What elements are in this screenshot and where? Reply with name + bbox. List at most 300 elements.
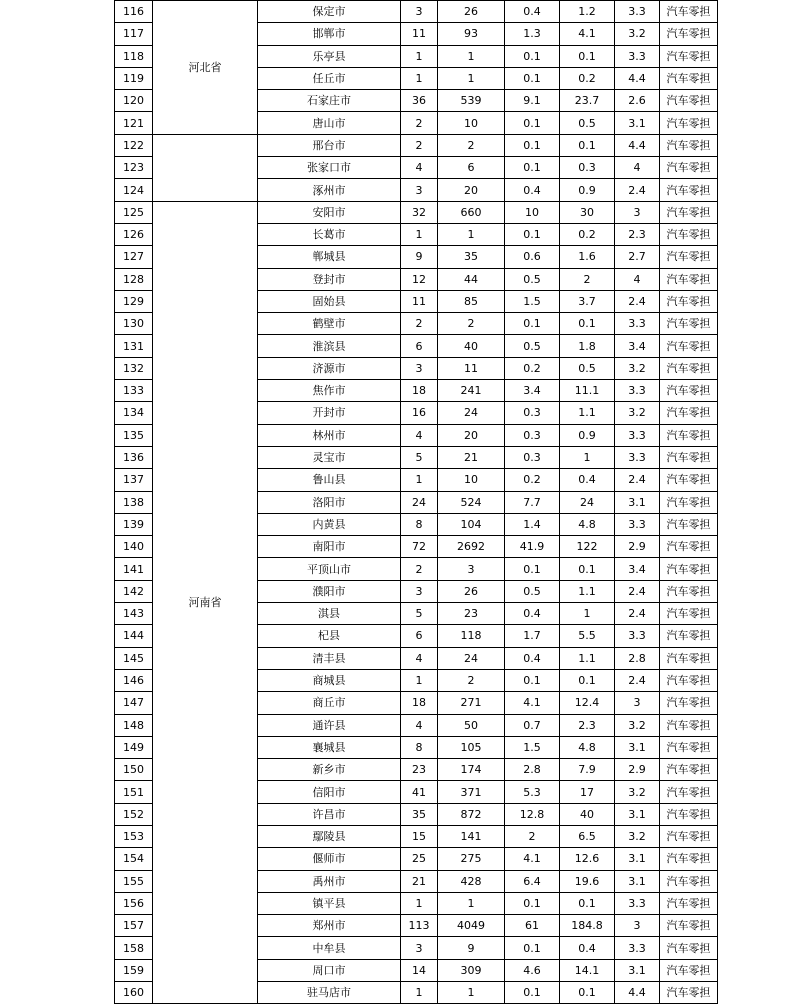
cell-count-b: 20 xyxy=(438,179,505,201)
cell-value-e: 3.2 xyxy=(615,825,660,847)
cell-value-c: 0.3 xyxy=(505,446,560,468)
cell-value-c: 0.5 xyxy=(505,268,560,290)
cell-count-a: 15 xyxy=(401,825,438,847)
cell-count-a: 3 xyxy=(401,357,438,379)
cell-count-a: 18 xyxy=(401,380,438,402)
cell-count-b: 24 xyxy=(438,402,505,424)
cell-count-b: 1 xyxy=(438,223,505,245)
cell-value-e: 4 xyxy=(615,268,660,290)
cell-city: 鹤壁市 xyxy=(258,313,401,335)
table-body xyxy=(115,1,718,1004)
cell-count-b: 118 xyxy=(438,625,505,647)
cell-value-e: 2.4 xyxy=(615,179,660,201)
cell-value-c: 5.3 xyxy=(505,781,560,803)
cell-freight-type: 汽车零担 xyxy=(660,268,718,290)
cell-freight-type: 汽车零担 xyxy=(660,290,718,312)
cell-count-a: 8 xyxy=(401,736,438,758)
cell-row-number: 159 xyxy=(115,959,153,981)
cell-city: 郸城县 xyxy=(258,246,401,268)
cell-count-a: 4 xyxy=(401,714,438,736)
cell-value-d: 5.5 xyxy=(560,625,615,647)
cell-row-number: 146 xyxy=(115,669,153,691)
cell-value-c: 0.5 xyxy=(505,580,560,602)
cell-value-c: 1.5 xyxy=(505,290,560,312)
cell-city: 平顶山市 xyxy=(258,558,401,580)
cell-value-d: 0.1 xyxy=(560,892,615,914)
cell-value-e: 3.3 xyxy=(615,1,660,23)
cell-city: 开封市 xyxy=(258,402,401,424)
cell-value-d: 0.1 xyxy=(560,45,615,67)
cell-count-b: 24 xyxy=(438,647,505,669)
cell-count-a: 2 xyxy=(401,313,438,335)
cell-city: 许昌市 xyxy=(258,803,401,825)
cell-province xyxy=(153,134,258,201)
cell-freight-type: 汽车零担 xyxy=(660,357,718,379)
cell-count-b: 2 xyxy=(438,669,505,691)
cell-count-b: 104 xyxy=(438,513,505,535)
cell-freight-type: 汽车零担 xyxy=(660,647,718,669)
cell-value-e: 3.2 xyxy=(615,781,660,803)
cell-count-b: 660 xyxy=(438,201,505,223)
cell-value-c: 2 xyxy=(505,825,560,847)
cell-freight-type: 汽车零担 xyxy=(660,825,718,847)
cell-value-c: 61 xyxy=(505,915,560,937)
cell-value-c: 1.3 xyxy=(505,23,560,45)
cell-count-b: 1 xyxy=(438,45,505,67)
cell-value-d: 4.8 xyxy=(560,736,615,758)
cell-city: 驻马店市 xyxy=(258,982,401,1004)
cell-count-a: 12 xyxy=(401,268,438,290)
cell-count-b: 105 xyxy=(438,736,505,758)
cell-value-c: 0.1 xyxy=(505,67,560,89)
cell-value-c: 0.1 xyxy=(505,157,560,179)
cell-freight-type: 汽车零担 xyxy=(660,803,718,825)
cell-freight-type: 汽车零担 xyxy=(660,491,718,513)
cell-row-number: 144 xyxy=(115,625,153,647)
cell-count-a: 4 xyxy=(401,157,438,179)
cell-value-d: 1.8 xyxy=(560,335,615,357)
cell-value-e: 2.8 xyxy=(615,647,660,669)
cell-city: 乐亭县 xyxy=(258,45,401,67)
cell-count-b: 2 xyxy=(438,313,505,335)
cell-value-d: 0.9 xyxy=(560,179,615,201)
cell-freight-type: 汽车零担 xyxy=(660,446,718,468)
cell-row-number: 152 xyxy=(115,803,153,825)
cell-value-d: 1.1 xyxy=(560,402,615,424)
cell-row-number: 136 xyxy=(115,446,153,468)
cell-city: 镇平县 xyxy=(258,892,401,914)
cell-value-d: 0.4 xyxy=(560,469,615,491)
cell-count-b: 35 xyxy=(438,246,505,268)
cell-count-b: 3 xyxy=(438,558,505,580)
cell-freight-type: 汽车零担 xyxy=(660,558,718,580)
cell-value-e: 3.3 xyxy=(615,45,660,67)
cell-freight-type: 汽车零担 xyxy=(660,313,718,335)
cell-value-d: 0.9 xyxy=(560,424,615,446)
cell-row-number: 150 xyxy=(115,759,153,781)
cell-value-e: 3.2 xyxy=(615,402,660,424)
cell-count-b: 872 xyxy=(438,803,505,825)
cell-count-a: 18 xyxy=(401,692,438,714)
cell-city: 焦作市 xyxy=(258,380,401,402)
cell-city: 淇县 xyxy=(258,603,401,625)
cell-row-number: 135 xyxy=(115,424,153,446)
cell-count-a: 5 xyxy=(401,603,438,625)
cell-value-c: 0.1 xyxy=(505,112,560,134)
cell-freight-type: 汽车零担 xyxy=(660,513,718,535)
cell-count-a: 1 xyxy=(401,45,438,67)
cell-value-d: 1 xyxy=(560,446,615,468)
cell-freight-type: 汽车零担 xyxy=(660,223,718,245)
cell-count-a: 14 xyxy=(401,959,438,981)
cell-value-d: 1.1 xyxy=(560,580,615,602)
cell-count-b: 20 xyxy=(438,424,505,446)
cell-count-a: 36 xyxy=(401,90,438,112)
cell-value-d: 0.4 xyxy=(560,937,615,959)
cell-freight-type: 汽车零担 xyxy=(660,781,718,803)
cell-value-d: 122 xyxy=(560,536,615,558)
cell-count-a: 11 xyxy=(401,290,438,312)
cell-count-a: 9 xyxy=(401,246,438,268)
cell-count-b: 4049 xyxy=(438,915,505,937)
cell-value-d: 7.9 xyxy=(560,759,615,781)
cell-freight-type: 汽车零担 xyxy=(660,179,718,201)
cell-city: 商城县 xyxy=(258,669,401,691)
cell-value-e: 3.2 xyxy=(615,23,660,45)
cell-value-c: 9.1 xyxy=(505,90,560,112)
cell-city: 信阳市 xyxy=(258,781,401,803)
cell-count-b: 1 xyxy=(438,982,505,1004)
cell-value-d: 0.1 xyxy=(560,558,615,580)
cell-value-e: 3.1 xyxy=(615,848,660,870)
cell-value-c: 0.1 xyxy=(505,892,560,914)
cell-row-number: 120 xyxy=(115,90,153,112)
cell-city: 商丘市 xyxy=(258,692,401,714)
cell-value-e: 3.3 xyxy=(615,937,660,959)
cell-province: 河南省 xyxy=(153,201,258,1004)
cell-value-d: 6.5 xyxy=(560,825,615,847)
cell-value-d: 0.5 xyxy=(560,112,615,134)
cell-value-e: 4.4 xyxy=(615,982,660,1004)
cell-row-number: 128 xyxy=(115,268,153,290)
cell-value-c: 0.1 xyxy=(505,669,560,691)
cell-value-c: 0.4 xyxy=(505,647,560,669)
cell-count-a: 2 xyxy=(401,558,438,580)
cell-city: 内黄县 xyxy=(258,513,401,535)
cell-value-e: 2.4 xyxy=(615,603,660,625)
cell-count-b: 26 xyxy=(438,580,505,602)
cell-count-b: 10 xyxy=(438,469,505,491)
cell-value-d: 1.1 xyxy=(560,647,615,669)
cell-city: 周口市 xyxy=(258,959,401,981)
cell-row-number: 141 xyxy=(115,558,153,580)
cell-value-d: 0.3 xyxy=(560,157,615,179)
cell-value-c: 1.5 xyxy=(505,736,560,758)
cell-value-e: 3 xyxy=(615,692,660,714)
cell-row-number: 124 xyxy=(115,179,153,201)
cell-value-c: 4.6 xyxy=(505,959,560,981)
cell-value-d: 24 xyxy=(560,491,615,513)
cell-row-number: 145 xyxy=(115,647,153,669)
cell-value-e: 2.4 xyxy=(615,669,660,691)
cell-value-e: 2.6 xyxy=(615,90,660,112)
cell-value-e: 3.1 xyxy=(615,803,660,825)
cell-count-b: 271 xyxy=(438,692,505,714)
cell-row-number: 132 xyxy=(115,357,153,379)
cell-row-number: 118 xyxy=(115,45,153,67)
cell-value-e: 2.4 xyxy=(615,580,660,602)
cell-count-b: 174 xyxy=(438,759,505,781)
cell-count-a: 1 xyxy=(401,982,438,1004)
cell-freight-type: 汽车零担 xyxy=(660,982,718,1004)
cell-city: 郑州市 xyxy=(258,915,401,937)
cell-row-number: 149 xyxy=(115,736,153,758)
cell-count-b: 309 xyxy=(438,959,505,981)
cell-value-d: 40 xyxy=(560,803,615,825)
cell-value-c: 0.3 xyxy=(505,402,560,424)
cell-value-d: 23.7 xyxy=(560,90,615,112)
cell-row-number: 126 xyxy=(115,223,153,245)
cell-value-c: 0.2 xyxy=(505,469,560,491)
cell-row-number: 129 xyxy=(115,290,153,312)
cell-count-b: 9 xyxy=(438,937,505,959)
cell-count-b: 141 xyxy=(438,825,505,847)
cell-value-d: 12.4 xyxy=(560,692,615,714)
cell-freight-type: 汽车零担 xyxy=(660,112,718,134)
cell-row-number: 142 xyxy=(115,580,153,602)
cell-value-c: 1.7 xyxy=(505,625,560,647)
cell-count-b: 10 xyxy=(438,112,505,134)
cell-value-c: 0.4 xyxy=(505,603,560,625)
cell-freight-type: 汽车零担 xyxy=(660,335,718,357)
cell-freight-type: 汽车零担 xyxy=(660,603,718,625)
cell-count-b: 40 xyxy=(438,335,505,357)
cell-freight-type: 汽车零担 xyxy=(660,469,718,491)
cell-count-a: 25 xyxy=(401,848,438,870)
cell-count-b: 524 xyxy=(438,491,505,513)
cell-value-c: 3.4 xyxy=(505,380,560,402)
cell-value-d: 3.7 xyxy=(560,290,615,312)
cell-value-c: 6.4 xyxy=(505,870,560,892)
cell-count-b: 93 xyxy=(438,23,505,45)
cell-value-d: 1 xyxy=(560,603,615,625)
cell-row-number: 139 xyxy=(115,513,153,535)
cell-city: 新乡市 xyxy=(258,759,401,781)
cell-freight-type: 汽车零担 xyxy=(660,1,718,23)
cell-row-number: 157 xyxy=(115,915,153,937)
cell-city: 濮阳市 xyxy=(258,580,401,602)
cell-count-a: 3 xyxy=(401,1,438,23)
cell-value-d: 30 xyxy=(560,201,615,223)
cell-city: 襄城县 xyxy=(258,736,401,758)
cell-value-c: 0.3 xyxy=(505,424,560,446)
cell-value-c: 10 xyxy=(505,201,560,223)
cell-freight-type: 汽车零担 xyxy=(660,246,718,268)
cell-count-b: 26 xyxy=(438,1,505,23)
cell-row-number: 151 xyxy=(115,781,153,803)
cell-freight-type: 汽车零担 xyxy=(660,937,718,959)
cell-city: 登封市 xyxy=(258,268,401,290)
cell-city: 中牟县 xyxy=(258,937,401,959)
cell-value-e: 2.4 xyxy=(615,469,660,491)
cell-city: 南阳市 xyxy=(258,536,401,558)
cell-freight-type: 汽车零担 xyxy=(660,959,718,981)
cell-freight-type: 汽车零担 xyxy=(660,402,718,424)
cell-count-b: 241 xyxy=(438,380,505,402)
cell-value-c: 0.7 xyxy=(505,714,560,736)
cell-count-a: 1 xyxy=(401,892,438,914)
cell-count-b: 23 xyxy=(438,603,505,625)
cell-value-e: 3.2 xyxy=(615,714,660,736)
cell-value-d: 19.6 xyxy=(560,870,615,892)
cell-count-a: 1 xyxy=(401,469,438,491)
cell-row-number: 131 xyxy=(115,335,153,357)
cell-row-number: 125 xyxy=(115,201,153,223)
cell-city: 保定市 xyxy=(258,1,401,23)
cell-value-d: 2.3 xyxy=(560,714,615,736)
cell-value-e: 3.4 xyxy=(615,335,660,357)
cell-value-c: 7.7 xyxy=(505,491,560,513)
cell-freight-type: 汽车零担 xyxy=(660,380,718,402)
cell-value-c: 0.1 xyxy=(505,982,560,1004)
cell-row-number: 130 xyxy=(115,313,153,335)
cell-value-c: 0.1 xyxy=(505,223,560,245)
cell-count-a: 3 xyxy=(401,580,438,602)
cell-row-number: 147 xyxy=(115,692,153,714)
cell-freight-type: 汽车零担 xyxy=(660,870,718,892)
cell-freight-type: 汽车零担 xyxy=(660,201,718,223)
cell-value-e: 3.3 xyxy=(615,513,660,535)
cell-value-c: 41.9 xyxy=(505,536,560,558)
cell-row-number: 137 xyxy=(115,469,153,491)
cell-city: 通许县 xyxy=(258,714,401,736)
cell-value-d: 0.1 xyxy=(560,313,615,335)
cell-count-b: 11 xyxy=(438,357,505,379)
cell-value-e: 2.7 xyxy=(615,246,660,268)
cell-value-e: 3.1 xyxy=(615,870,660,892)
cell-count-a: 1 xyxy=(401,67,438,89)
cell-count-a: 2 xyxy=(401,134,438,156)
cell-row-number: 133 xyxy=(115,380,153,402)
cell-value-e: 3.3 xyxy=(615,446,660,468)
cell-province: 河北省 xyxy=(153,1,258,135)
cell-count-b: 275 xyxy=(438,848,505,870)
cell-count-b: 85 xyxy=(438,290,505,312)
cell-row-number: 140 xyxy=(115,536,153,558)
cell-freight-type: 汽车零担 xyxy=(660,759,718,781)
cell-row-number: 121 xyxy=(115,112,153,134)
cell-freight-type: 汽车零担 xyxy=(660,134,718,156)
cell-count-a: 1 xyxy=(401,669,438,691)
cell-freight-type: 汽车零担 xyxy=(660,45,718,67)
cell-count-b: 2692 xyxy=(438,536,505,558)
cell-count-a: 3 xyxy=(401,937,438,959)
cell-count-a: 5 xyxy=(401,446,438,468)
cell-row-number: 154 xyxy=(115,848,153,870)
cell-freight-type: 汽车零担 xyxy=(660,23,718,45)
cell-value-d: 4.8 xyxy=(560,513,615,535)
cell-city: 清丰县 xyxy=(258,647,401,669)
cell-row-number: 123 xyxy=(115,157,153,179)
cell-count-a: 24 xyxy=(401,491,438,513)
cell-city: 洛阳市 xyxy=(258,491,401,513)
cell-value-d: 0.5 xyxy=(560,357,615,379)
cell-freight-type: 汽车零担 xyxy=(660,157,718,179)
cell-count-a: 8 xyxy=(401,513,438,535)
cell-row-number: 160 xyxy=(115,982,153,1004)
cell-value-c: 1.4 xyxy=(505,513,560,535)
cell-value-e: 4.4 xyxy=(615,67,660,89)
cell-count-a: 35 xyxy=(401,803,438,825)
cell-value-d: 14.1 xyxy=(560,959,615,981)
cell-freight-type: 汽车零担 xyxy=(660,915,718,937)
cell-count-b: 2 xyxy=(438,134,505,156)
cell-value-c: 0.6 xyxy=(505,246,560,268)
table-row xyxy=(115,1,718,23)
cell-value-c: 0.4 xyxy=(505,179,560,201)
cell-freight-type: 汽车零担 xyxy=(660,67,718,89)
cell-city: 石家庄市 xyxy=(258,90,401,112)
cell-count-a: 4 xyxy=(401,647,438,669)
cell-value-c: 0.4 xyxy=(505,1,560,23)
cell-value-e: 2.4 xyxy=(615,290,660,312)
cell-row-number: 127 xyxy=(115,246,153,268)
cell-value-c: 4.1 xyxy=(505,848,560,870)
cell-freight-type: 汽车零担 xyxy=(660,692,718,714)
cell-value-e: 3.2 xyxy=(615,357,660,379)
cell-value-d: 11.1 xyxy=(560,380,615,402)
cell-count-a: 72 xyxy=(401,536,438,558)
cell-count-a: 2 xyxy=(401,112,438,134)
cell-city: 邢台市 xyxy=(258,134,401,156)
cell-value-c: 0.1 xyxy=(505,313,560,335)
cell-value-e: 3.4 xyxy=(615,558,660,580)
cell-city: 林州市 xyxy=(258,424,401,446)
cell-freight-type: 汽车零担 xyxy=(660,669,718,691)
cell-count-b: 21 xyxy=(438,446,505,468)
cell-value-c: 0.2 xyxy=(505,357,560,379)
cell-value-d: 4.1 xyxy=(560,23,615,45)
cell-count-a: 6 xyxy=(401,625,438,647)
cell-count-a: 32 xyxy=(401,201,438,223)
cell-city: 鄢陵县 xyxy=(258,825,401,847)
cell-freight-type: 汽车零担 xyxy=(660,536,718,558)
cell-value-d: 1.2 xyxy=(560,1,615,23)
cell-city: 安阳市 xyxy=(258,201,401,223)
cell-value-d: 2 xyxy=(560,268,615,290)
cell-freight-type: 汽车零担 xyxy=(660,580,718,602)
cell-count-a: 6 xyxy=(401,335,438,357)
cell-row-number: 116 xyxy=(115,1,153,23)
cell-value-e: 3.3 xyxy=(615,625,660,647)
cell-count-a: 11 xyxy=(401,23,438,45)
cell-row-number: 155 xyxy=(115,870,153,892)
cell-value-c: 0.5 xyxy=(505,335,560,357)
cell-row-number: 119 xyxy=(115,67,153,89)
cell-value-d: 0.2 xyxy=(560,223,615,245)
cell-city: 杞县 xyxy=(258,625,401,647)
cell-value-d: 17 xyxy=(560,781,615,803)
cell-city: 固始县 xyxy=(258,290,401,312)
cell-row-number: 122 xyxy=(115,134,153,156)
cell-value-d: 0.1 xyxy=(560,669,615,691)
cell-freight-type: 汽车零担 xyxy=(660,424,718,446)
cell-count-b: 44 xyxy=(438,268,505,290)
cell-row-number: 156 xyxy=(115,892,153,914)
cell-row-number: 138 xyxy=(115,491,153,513)
cell-freight-type: 汽车零担 xyxy=(660,848,718,870)
cell-city: 济源市 xyxy=(258,357,401,379)
